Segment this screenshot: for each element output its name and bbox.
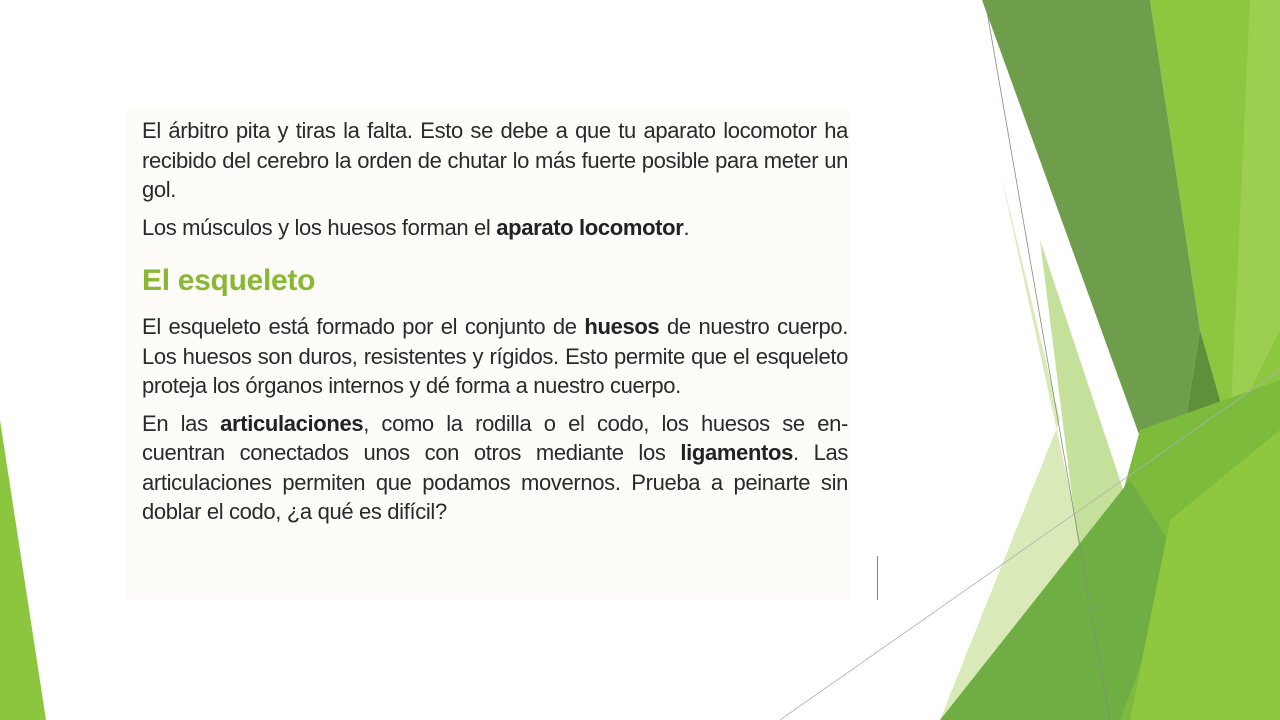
skeleton-paragraph — [142, 312, 848, 401]
ligaments-term: ligamentos — [680, 440, 793, 465]
intro-paragraph — [142, 116, 848, 205]
cursor-line — [877, 556, 878, 600]
skeleton-text-end: de nuestro cuerpo. Los huesos son duros, resistentes y rígidos. Esto permite que el esqueleto proteja los órganos internos y dé forma a nuestro cuerpo. — [142, 314, 849, 398]
locomotor-paragraph — [142, 213, 848, 243]
joints-text-end: . Las articulaciones permiten que podamos movernos. Prueba a peinarte sin doblar el codo, ¿a qué es difícil? — [142, 440, 849, 524]
bones-term: huesos — [584, 314, 660, 339]
locomotor-text-start: Los músculos y los huesos forman el — [142, 214, 497, 240]
locomotor-term: aparato locomotor — [496, 214, 684, 240]
locomotor-text-end: . — [683, 214, 690, 240]
skeleton-text-start: El esqueleto está formado por el conjunto de — [142, 314, 585, 339]
joints-term: articulaciones — [220, 410, 364, 436]
textbook-excerpt — [126, 108, 850, 600]
joints-text-start: En las — [142, 410, 221, 436]
intro-text: El árbitro pita y tiras la falta. Esto se debe a que tu aparato locomotor ha recibido del cerebro la orden de chutar lo más fuerte posible para meter un gol. — [142, 118, 848, 202]
joints-paragraph — [142, 409, 848, 527]
left-green-sliver — [0, 420, 46, 720]
section-heading: El esqueleto — [142, 264, 316, 297]
joints-text-mid: , como la rodilla o el codo, los huesos se en-cuentran conectados unos con otros mediante los — [142, 410, 848, 465]
